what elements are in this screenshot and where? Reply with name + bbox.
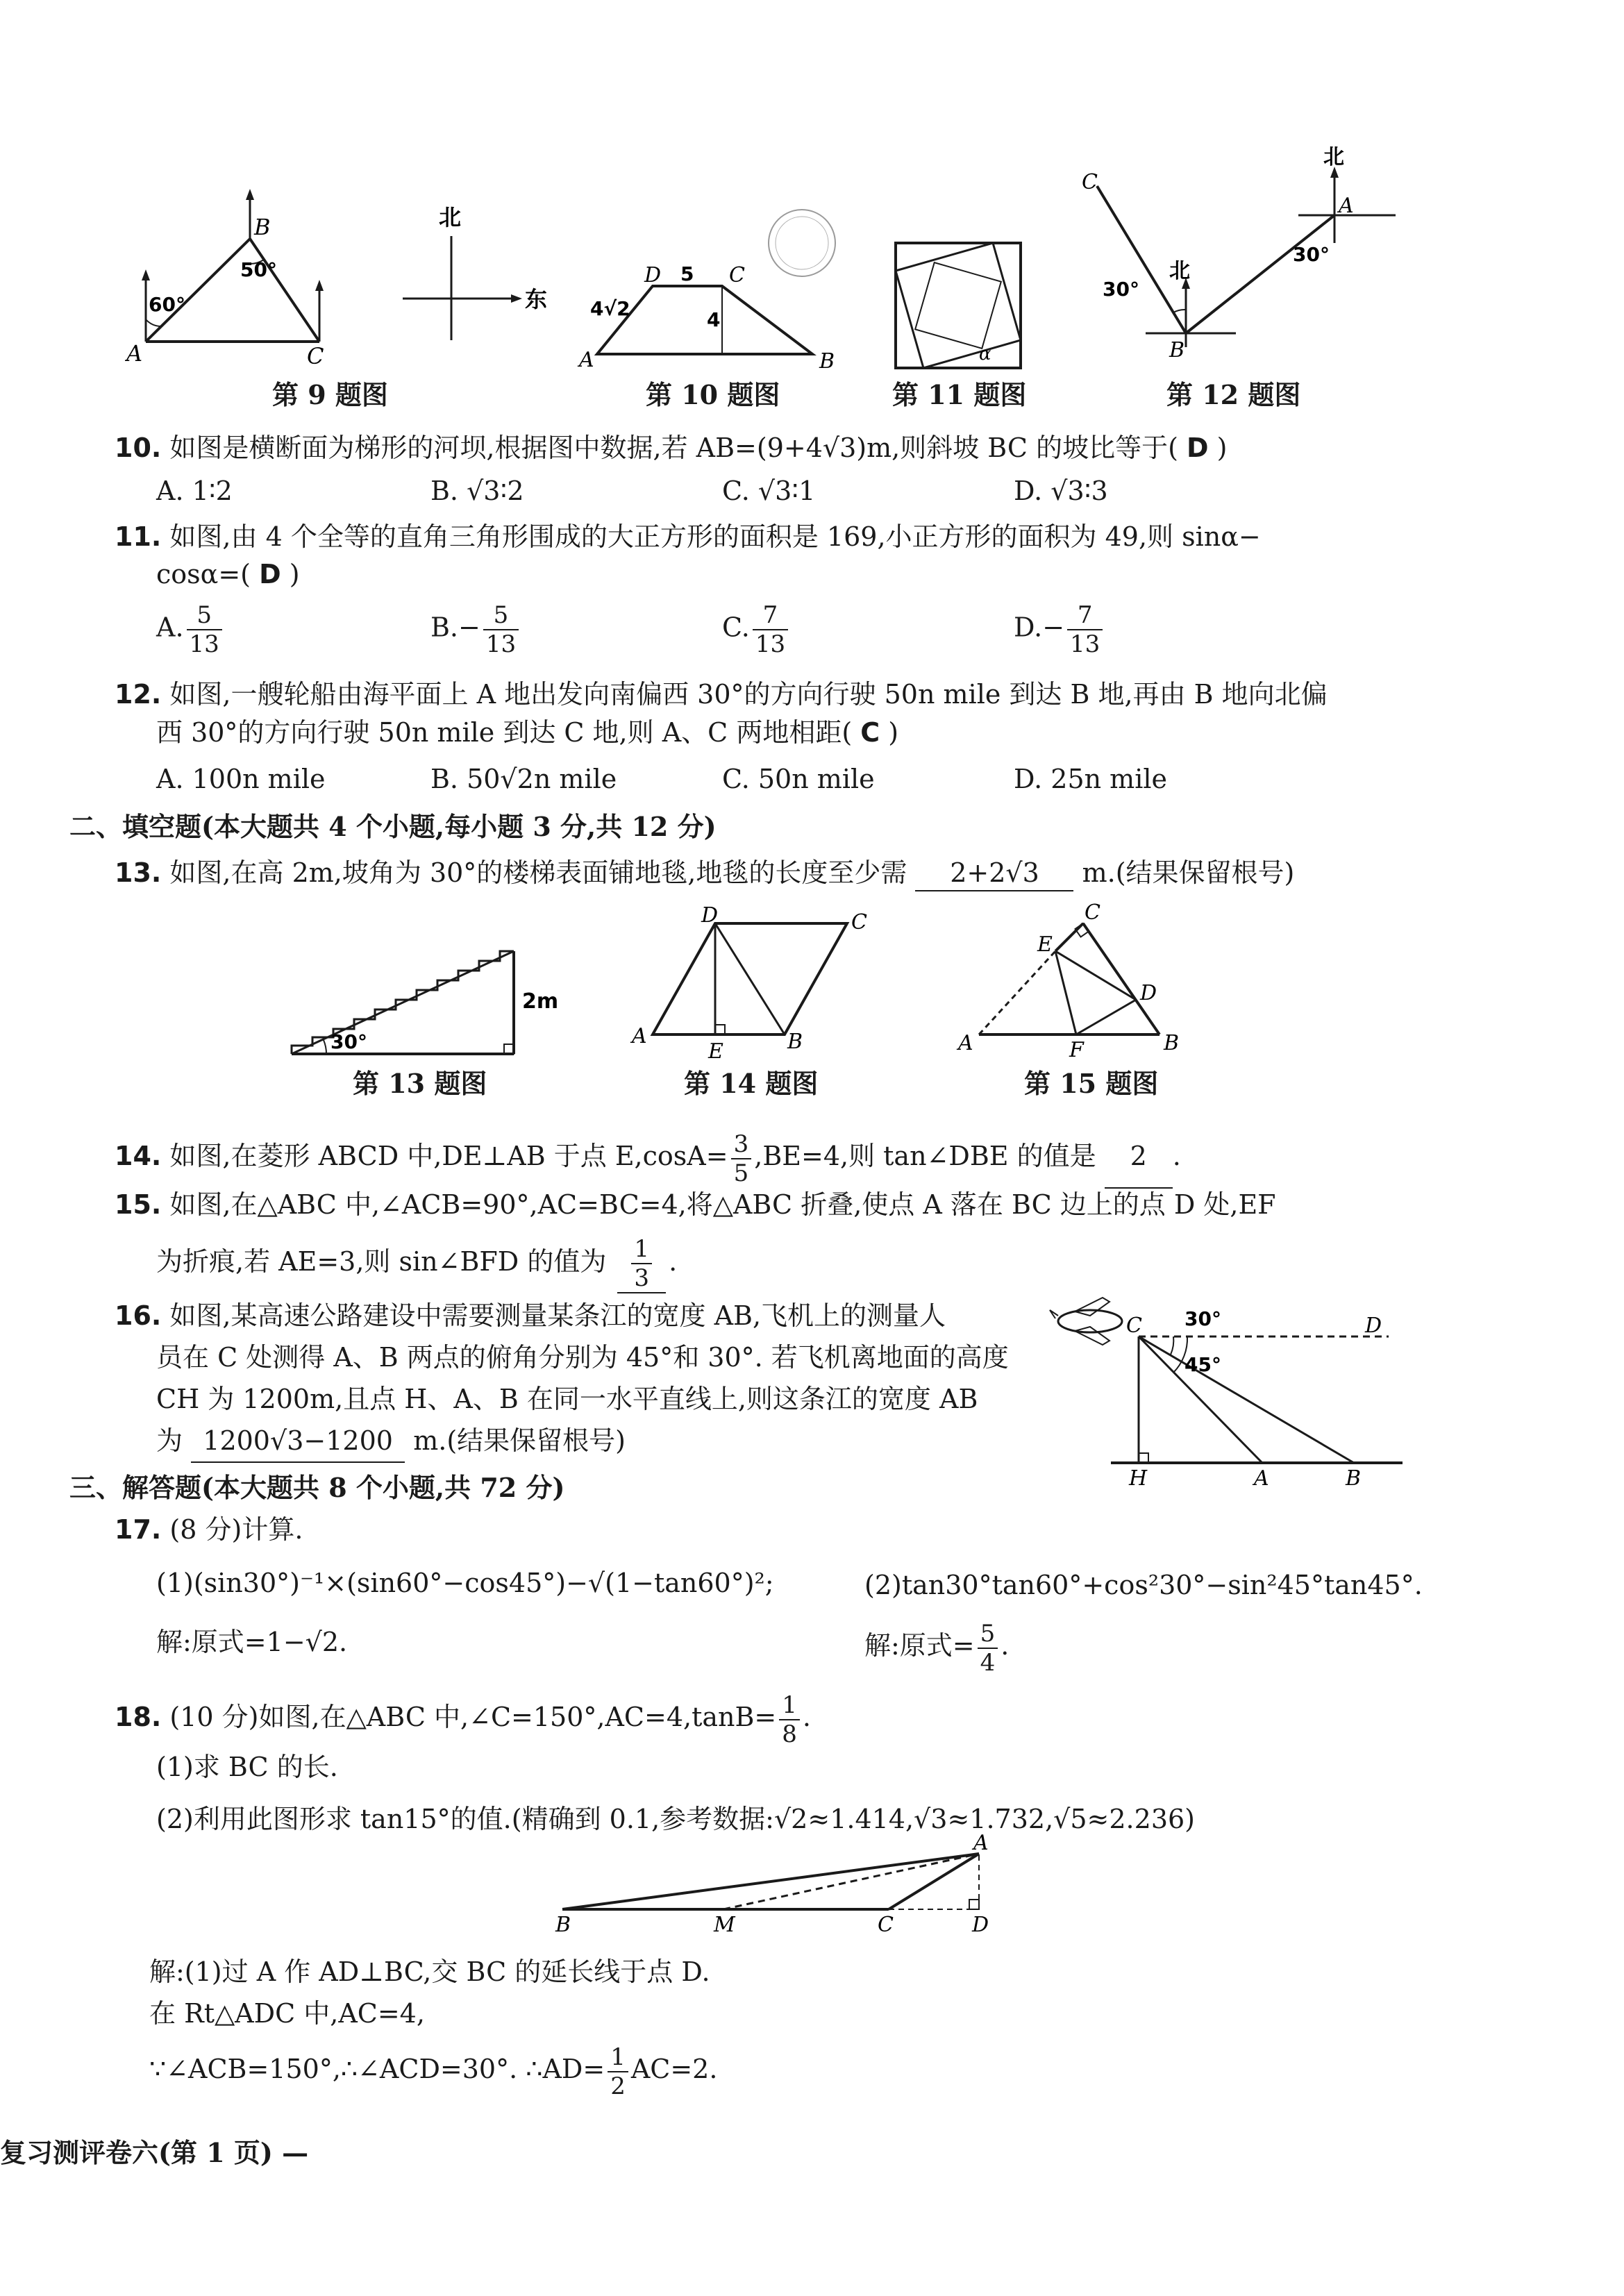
q12-text1: 如图,一艘轮船由海平面上 A 地出发向南偏西 30°的方向行驶 50n mile 到达 B 地,再由 B 地向北偏 xyxy=(169,679,1328,710)
fig14-label-B: B xyxy=(787,1030,803,1054)
caption-fig13: 第 13 题图 xyxy=(353,1068,487,1099)
compass-figure xyxy=(396,201,555,340)
q10-answer: D xyxy=(1187,433,1209,463)
fig12-north-A: 北 xyxy=(1323,146,1344,169)
caption-fig9: 第 9 题图 xyxy=(272,379,388,410)
fig12-angle-1: 30° xyxy=(1103,278,1139,301)
q10-option-c: C. √3∶1 xyxy=(722,476,816,506)
fig18-label-D: D xyxy=(972,1913,989,1937)
q16-text1: 如图,某高速公路建设中需要测量某条江的宽度 AB,飞机上的测量人 xyxy=(169,1300,946,1331)
q11-number: 11. xyxy=(115,521,162,552)
q18-stem: 18. (10 分)如图,在△ABC 中,∠C=150°,AC=4,tanB= $\frac{1}{8}$ . xyxy=(115,1691,811,1748)
q12-text2: 西 30°的方向行驶 50n mile 到达 C 地,则 A、C 两地相距( xyxy=(156,717,853,748)
fig18-label-M: M xyxy=(714,1913,735,1937)
q12-stem xyxy=(115,677,1328,712)
q14-cos-fraction: $\frac{3}{5}$ xyxy=(731,1130,752,1187)
fig10-label-D: D xyxy=(644,263,662,287)
q18-text: (10 分)如图,在△ABC 中,∠C=150°,AC=4,tanB= xyxy=(169,1702,777,1732)
fig18-label-C: C xyxy=(878,1913,894,1937)
fig16-label-A: A xyxy=(1254,1466,1269,1489)
fig16-angle-30: 30° xyxy=(1184,1307,1221,1330)
fig10-top-5: 5 xyxy=(680,262,694,285)
caption-fig14: 第 14 题图 xyxy=(684,1068,819,1099)
q15-answer: $\frac{1}{3}$ xyxy=(617,1235,666,1293)
fig9-angle-50: 50° xyxy=(240,258,277,281)
q13-tail: m.(结果保留根号) xyxy=(1082,857,1295,888)
q13-stem xyxy=(115,855,1294,891)
q12-option-d: D. 25n mile xyxy=(1014,764,1168,794)
q16-stem-4: 为 1200√3−1200 m.(结果保留根号) xyxy=(156,1420,626,1463)
caption-fig15: 第 15 题图 xyxy=(1024,1068,1159,1099)
q14-text: 如图,在菱形 ABCD 中,DE⊥AB 于点 E,cosA= xyxy=(169,1141,728,1171)
q10-option-b: B. √3∶2 xyxy=(430,476,524,506)
figure-13 xyxy=(285,930,576,1069)
q17-part1: (1)(sin30°)⁻¹×(sin60°−cos45°)−√(1−tan60°)²; xyxy=(156,1568,774,1598)
q10-option-d: D. √3∶3 xyxy=(1014,476,1108,506)
stamp-mark xyxy=(760,201,844,285)
q17-text: (8 分)计算. xyxy=(169,1514,303,1545)
fig13-height: 2m xyxy=(522,989,559,1014)
q10-number: 10. xyxy=(115,433,162,463)
q10-close: ) xyxy=(1216,433,1228,463)
figure-12 xyxy=(1069,146,1416,368)
compass-east: 东 xyxy=(525,286,548,312)
fig9-label-B: B xyxy=(254,214,271,240)
q18-number: 18. xyxy=(115,1702,162,1732)
q11-answer: D xyxy=(259,559,281,589)
q14-answer: 2 xyxy=(1105,1125,1173,1189)
q12-answer: C xyxy=(860,717,880,748)
q12-option-c: C. 50n mile xyxy=(722,764,875,794)
fig12-angle-2: 30° xyxy=(1293,243,1330,266)
q18-solution-1: 解:(1)过 A 作 AD⊥BC,交 BC 的延长线于点 D. xyxy=(149,1956,710,1987)
fig10-side: 4√2 xyxy=(590,297,630,320)
q18-part2: (2)利用此图形求 tan15°的值.(精确到 0.1,参考数据:√2≈1.414,√3≈1.732,√5≈2.236) xyxy=(156,1804,1195,1834)
fig16-label-D: D xyxy=(1365,1314,1382,1338)
figure-9 xyxy=(125,187,354,375)
q11-text1: 如图,由 4 个全等的直角三角形围成的大正方形的面积是 169,小正方形的面积为 49,则 sinα− xyxy=(169,521,1261,552)
q12-option-a: A. 100n mile xyxy=(156,764,326,794)
q10-option-a: A. 1∶2 xyxy=(156,476,233,506)
q14-stem: 14. 如图,在菱形 ABCD 中,DE⊥AB 于点 E,cosA= $\frac{3}{5}$ ,BE=4,则 tan∠DBE 的值是 2 . xyxy=(115,1125,1181,1189)
section-2-heading: 二、填空题(本大题共 4 个小题,每小题 3 分,共 12 分) xyxy=(69,811,717,842)
q16-stem-2: 员在 C 处测得 A、B 两点的俯角分别为 45°和 30°. 若飞机离地面的高度 xyxy=(156,1342,1009,1373)
q12-stem-2 xyxy=(156,715,898,750)
airplane-icon xyxy=(1050,1298,1122,1345)
q17-number: 17. xyxy=(115,1514,162,1545)
q15-stem-2: 为折痕,若 AE=3,则 sin∠BFD 的值为 $\frac{1}{3}$ . xyxy=(156,1234,678,1292)
fig18-label-A: A xyxy=(973,1833,989,1855)
q15-number: 15. xyxy=(115,1189,162,1220)
fig9-label-C: C xyxy=(307,343,324,369)
q11-stem-2 xyxy=(156,557,300,592)
section-3-heading: 三、解答题(本大题共 8 个小题,共 72 分) xyxy=(69,1472,565,1503)
fig10-label-A: A xyxy=(579,348,594,372)
fig16-label-C: C xyxy=(1126,1314,1142,1338)
fig11-alpha: α xyxy=(979,344,991,364)
q18-solution-2: 在 Rt△ADC 中,AC=4, xyxy=(149,1998,425,2029)
q17-solution1: 解:原式=1−√2. xyxy=(156,1627,348,1657)
figure-15 xyxy=(944,896,1236,1062)
fig15-label-D: D xyxy=(1140,981,1157,1005)
fig12-label-C: C xyxy=(1082,170,1098,194)
caption-fig11: 第 11 题图 xyxy=(892,379,1027,410)
q14-number: 14. xyxy=(115,1141,162,1171)
figure-14 xyxy=(625,903,889,1062)
fig18-label-B: B xyxy=(555,1913,571,1937)
q11-option-c: C. $\frac{7}{13}$ xyxy=(722,601,791,658)
q16-stem-3: CH 为 1200m,且点 H、A、B 在同一水平直线上,则这条江的宽度 AB xyxy=(156,1384,978,1414)
q12-close: ) xyxy=(888,717,899,748)
compass-north: 北 xyxy=(439,204,462,231)
fig16-label-H: H xyxy=(1129,1466,1148,1489)
fig9-angle-60: 60° xyxy=(149,293,185,316)
page-footer: 复习测评卷六(第 1 页) — xyxy=(0,2137,309,2168)
q12-number: 12. xyxy=(115,679,162,710)
fig14-label-A: A xyxy=(632,1024,647,1048)
q13-number: 13. xyxy=(115,857,162,888)
q15-text2: 为折痕,若 AE=3,则 sin∠BFD 的值为 xyxy=(156,1246,607,1277)
q11-option-b: B.− $\frac{5}{13}$ xyxy=(430,601,521,658)
fig15-label-B: B xyxy=(1164,1031,1180,1055)
fig10-label-C: C xyxy=(729,263,745,287)
q11-stem xyxy=(115,519,1261,554)
q11-option-a: A. $\frac{5}{13}$ xyxy=(156,601,225,658)
q13-answer: 2+2√3 xyxy=(915,855,1073,891)
q13-text: 如图,在高 2m,坡角为 30°的楼梯表面铺地毯,地毯的长度至少需 xyxy=(169,857,907,888)
figure-16 xyxy=(1048,1295,1416,1489)
q18-tanB-fraction: $\frac{1}{8}$ xyxy=(779,1691,800,1748)
fig12-label-B: B xyxy=(1169,338,1185,362)
q16-answer: 1200√3−1200 xyxy=(191,1420,405,1463)
q17-solution2: 解:原式= $\frac{5}{4}$ . xyxy=(864,1619,1010,1677)
q17-part2: (2)tan30°tan60°+cos²30°−sin²45°tan45°. xyxy=(864,1570,1423,1600)
q15-text1: 如图,在△ABC 中,∠ACB=90°,AC=BC=4,将△ABC 折叠,使点 A 落在 BC 边上的点 D 处,EF xyxy=(169,1189,1276,1220)
fig9-label-A: A xyxy=(126,340,143,367)
q14-text2: ,BE=4,则 tan∠DBE 的值是 xyxy=(754,1141,1096,1171)
caption-fig10: 第 10 题图 xyxy=(646,379,780,410)
fig15-label-E: E xyxy=(1037,932,1053,957)
caption-fig12: 第 12 题图 xyxy=(1166,379,1301,410)
q16-number: 16. xyxy=(115,1300,162,1331)
q18-part1: (1)求 BC 的长. xyxy=(156,1752,338,1782)
fig15-label-C: C xyxy=(1085,900,1100,925)
q18-solution-3: ∵∠ACB=150°,∴∠ACD=30°. ∴AD= $\frac{1}{2}$ AC=2. xyxy=(149,2043,718,2100)
fig10-height-4: 4 xyxy=(707,308,721,331)
fig12-label-A: A xyxy=(1339,194,1354,218)
q10-text: 如图是横断面为梯形的河坝,根据图中数据,若 AB=(9+4√3)m,则斜坡 BC 的坡比等于( xyxy=(169,433,1178,463)
fig15-label-A: A xyxy=(958,1031,973,1055)
fig14-label-E: E xyxy=(708,1039,723,1062)
figure-11 xyxy=(889,236,1028,375)
q11-option-d: D.− $\frac{7}{13}$ xyxy=(1014,601,1105,658)
fig12-north-B: 北 xyxy=(1169,259,1190,283)
fig10-label-B: B xyxy=(819,349,835,374)
figure-18 xyxy=(542,1833,1014,1937)
q10-stem xyxy=(115,430,1227,465)
fig16-label-B: B xyxy=(1346,1466,1362,1489)
q12-option-b: B. 50√2n mile xyxy=(430,764,617,794)
q15-stem xyxy=(115,1187,1276,1222)
q11-close: ) xyxy=(289,559,300,589)
fig14-label-D: D xyxy=(701,903,719,928)
fig14-label-C: C xyxy=(851,910,867,935)
q17-stem xyxy=(115,1512,303,1547)
fig13-angle: 30° xyxy=(330,1030,367,1053)
fig15-label-F: F xyxy=(1069,1038,1084,1062)
q11-text2: cosα=( xyxy=(156,559,251,589)
q16-stem xyxy=(115,1295,946,1336)
fig16-angle-45: 45° xyxy=(1184,1353,1221,1376)
